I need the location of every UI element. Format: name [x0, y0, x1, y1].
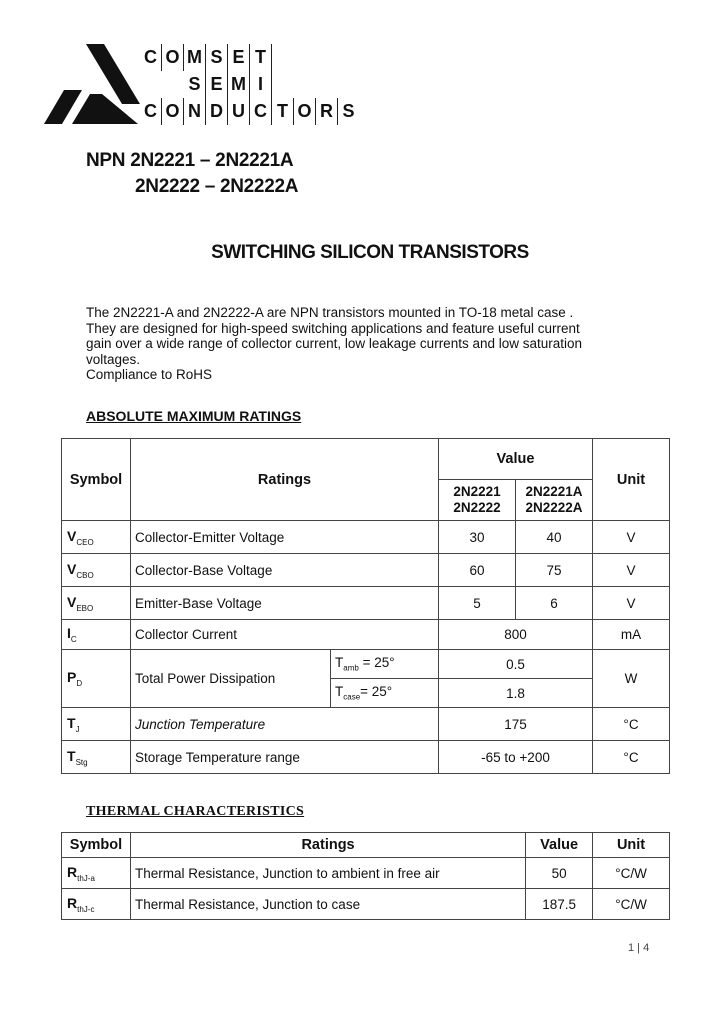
unit-cell: V	[593, 554, 670, 587]
logo-letter: T	[250, 44, 272, 71]
rating-cell: Collector-Base Voltage	[131, 554, 439, 587]
condition-letter: T	[335, 655, 344, 671]
symbol-letter: T	[67, 714, 76, 731]
abs-max-heading: ABSOLUTE MAXIMUM RATINGS	[86, 408, 302, 424]
symbol-cell	[62, 554, 131, 587]
unit-cell: mA	[593, 620, 670, 650]
logo-letter: S	[342, 101, 355, 121]
logo-letter: C	[140, 98, 162, 125]
col-unit: Unit	[593, 833, 670, 858]
value-cell: 6	[516, 587, 593, 620]
page-number: 1 | 4	[628, 942, 650, 954]
symbol-cell	[62, 741, 131, 774]
logo-letter: M	[228, 71, 250, 98]
symbol-letter: V	[67, 593, 77, 610]
symbol-letter: T	[67, 747, 76, 764]
col-symbol: Symbol	[62, 439, 131, 521]
symbol-cell	[62, 587, 131, 620]
logo-letter: D	[206, 98, 228, 125]
col-value-b-line1: 2N2221A	[525, 484, 583, 499]
condition-value: = 25°	[358, 655, 395, 671]
table-row	[62, 521, 670, 554]
condition-cell	[331, 650, 439, 679]
symbol-subscript: thJ-a	[77, 873, 95, 883]
col-value-b	[516, 480, 593, 521]
symbol-subscript: C	[70, 634, 77, 644]
logo-letter: U	[228, 98, 250, 125]
logo-letter: O	[294, 98, 316, 125]
intro-line: The 2N2221-A and 2N2222-A are NPN transistors mounted in TO-18 metal case .	[86, 305, 574, 320]
col-value-b-line2: 2N2222A	[525, 500, 583, 515]
symbol-subscript: CBO	[76, 570, 94, 580]
value-cell: 175	[439, 708, 593, 741]
logo-letter: N	[184, 98, 206, 125]
intro-line: gain over a wide range of collector current, low leakage currents and low saturation	[86, 336, 583, 351]
value-cell: 50	[526, 858, 593, 889]
table-row	[62, 708, 670, 741]
logo-letter: M	[184, 44, 206, 71]
table-header-row	[62, 439, 670, 480]
col-value-a-line2: 2N2222	[453, 500, 501, 515]
rating-cell: Emitter-Base Voltage	[131, 587, 439, 620]
symbol-subscript: D	[76, 678, 83, 688]
logo-letter: T	[272, 98, 294, 125]
intro-line: voltages.	[86, 351, 141, 367]
condition-value: = 25°	[360, 684, 393, 700]
symbol-subscript: thJ-c	[77, 904, 95, 914]
rating-cell: Thermal Resistance, Junction to ambient in free air	[130, 858, 525, 889]
col-symbol: Symbol	[62, 833, 131, 858]
logo-wordmark	[140, 44, 360, 125]
col-value-a	[439, 480, 516, 521]
document-subtitle: SWITCHING SILICON TRANSISTORS	[211, 242, 529, 263]
unit-cell: V	[593, 587, 670, 620]
value-cell: 800	[439, 620, 593, 650]
logo-letter: E	[228, 44, 250, 71]
table-row	[62, 554, 670, 587]
symbol-cell	[62, 708, 131, 741]
logo-letter: S	[206, 44, 228, 71]
rohs-line: Compliance to RoHS	[86, 367, 213, 382]
logo-letter: O	[162, 44, 184, 71]
value-cell: 1.8	[439, 679, 593, 708]
logo-row-1	[140, 44, 360, 71]
thermal-heading: THERMAL CHARACTERISTICS	[86, 804, 305, 819]
logo-spacer	[162, 71, 184, 98]
rating-cell: Collector-Emitter Voltage	[131, 521, 439, 554]
logo-letter: S	[184, 71, 206, 98]
condition-subscript: amb	[343, 663, 359, 673]
col-value: Value	[526, 833, 593, 858]
symbol-cell	[62, 521, 131, 554]
unit-cell: °C	[593, 741, 670, 774]
company-logo	[44, 44, 384, 126]
condition-cell	[331, 679, 439, 708]
condition-letter: T	[335, 684, 344, 700]
table-row	[62, 620, 670, 650]
logo-letter: R	[316, 98, 338, 125]
unit-cell: °C/W	[593, 889, 670, 920]
rating-cell: Storage Temperature range	[131, 741, 439, 774]
logo-letter: I	[250, 71, 272, 98]
part-number-title-2: 2N2222 – 2N2222A	[135, 176, 299, 197]
value-cell: 40	[516, 521, 593, 554]
logo-spacer	[140, 71, 162, 98]
value-cell: 5	[439, 587, 516, 620]
thermal-table	[61, 832, 670, 920]
table-row	[62, 650, 670, 679]
symbol-subscript: J	[75, 724, 80, 734]
value-cell: 0.5	[439, 650, 593, 679]
col-ratings: Ratings	[131, 439, 439, 521]
symbol-letter: V	[67, 527, 77, 544]
symbol-cell	[62, 650, 131, 708]
logo-letter: C	[140, 44, 162, 71]
value-cell: 75	[516, 554, 593, 587]
logo-row-3	[140, 98, 360, 125]
symbol-subscript: CEO	[76, 537, 94, 547]
value-cell: 187.5	[526, 889, 593, 920]
table-row	[62, 889, 670, 920]
logo-triangle-icon	[44, 44, 140, 126]
logo-letter: E	[206, 71, 228, 98]
symbol-subscript: EBO	[76, 603, 94, 613]
symbol-letter: I	[67, 625, 71, 642]
value-cell: 60	[439, 554, 516, 587]
symbol-letter: V	[67, 560, 77, 577]
table-row	[62, 741, 670, 774]
table-row	[62, 858, 670, 889]
rating-cell: Total Power Dissipation	[131, 650, 331, 708]
intro-text	[86, 305, 606, 383]
unit-cell: °C/W	[593, 858, 670, 889]
col-ratings: Ratings	[130, 833, 525, 858]
symbol-cell	[62, 858, 131, 889]
symbol-letter: R	[67, 894, 78, 911]
unit-cell: V	[593, 521, 670, 554]
col-unit: Unit	[593, 439, 670, 521]
unit-cell: °C	[593, 708, 670, 741]
col-value-a-line1: 2N2221	[453, 484, 501, 499]
table-row	[62, 587, 670, 620]
symbol-subscript: Stg	[75, 757, 88, 767]
col-value: Value	[439, 439, 593, 480]
symbol-letter: R	[67, 863, 78, 880]
value-cell: 30	[439, 521, 516, 554]
logo-letter: C	[250, 98, 272, 125]
rating-cell: Thermal Resistance, Junction to case	[130, 889, 525, 920]
table-header-row	[62, 833, 670, 858]
part-number-title: NPN 2N2221 – 2N2221A	[86, 150, 294, 171]
unit-cell: W	[593, 650, 670, 708]
rating-cell: Junction Temperature	[131, 708, 439, 741]
logo-letter: O	[162, 98, 184, 125]
rating-cell: Collector Current	[131, 620, 439, 650]
logo-row-2	[140, 71, 360, 98]
condition-subscript: case	[343, 692, 361, 702]
intro-line: They are designed for high-speed switching applications and feature useful current	[86, 320, 580, 336]
symbol-cell	[62, 889, 131, 920]
value-cell: -65 to +200	[439, 741, 593, 774]
abs-max-table	[61, 438, 670, 774]
symbol-cell	[62, 620, 131, 650]
symbol-letter: P	[67, 669, 77, 686]
